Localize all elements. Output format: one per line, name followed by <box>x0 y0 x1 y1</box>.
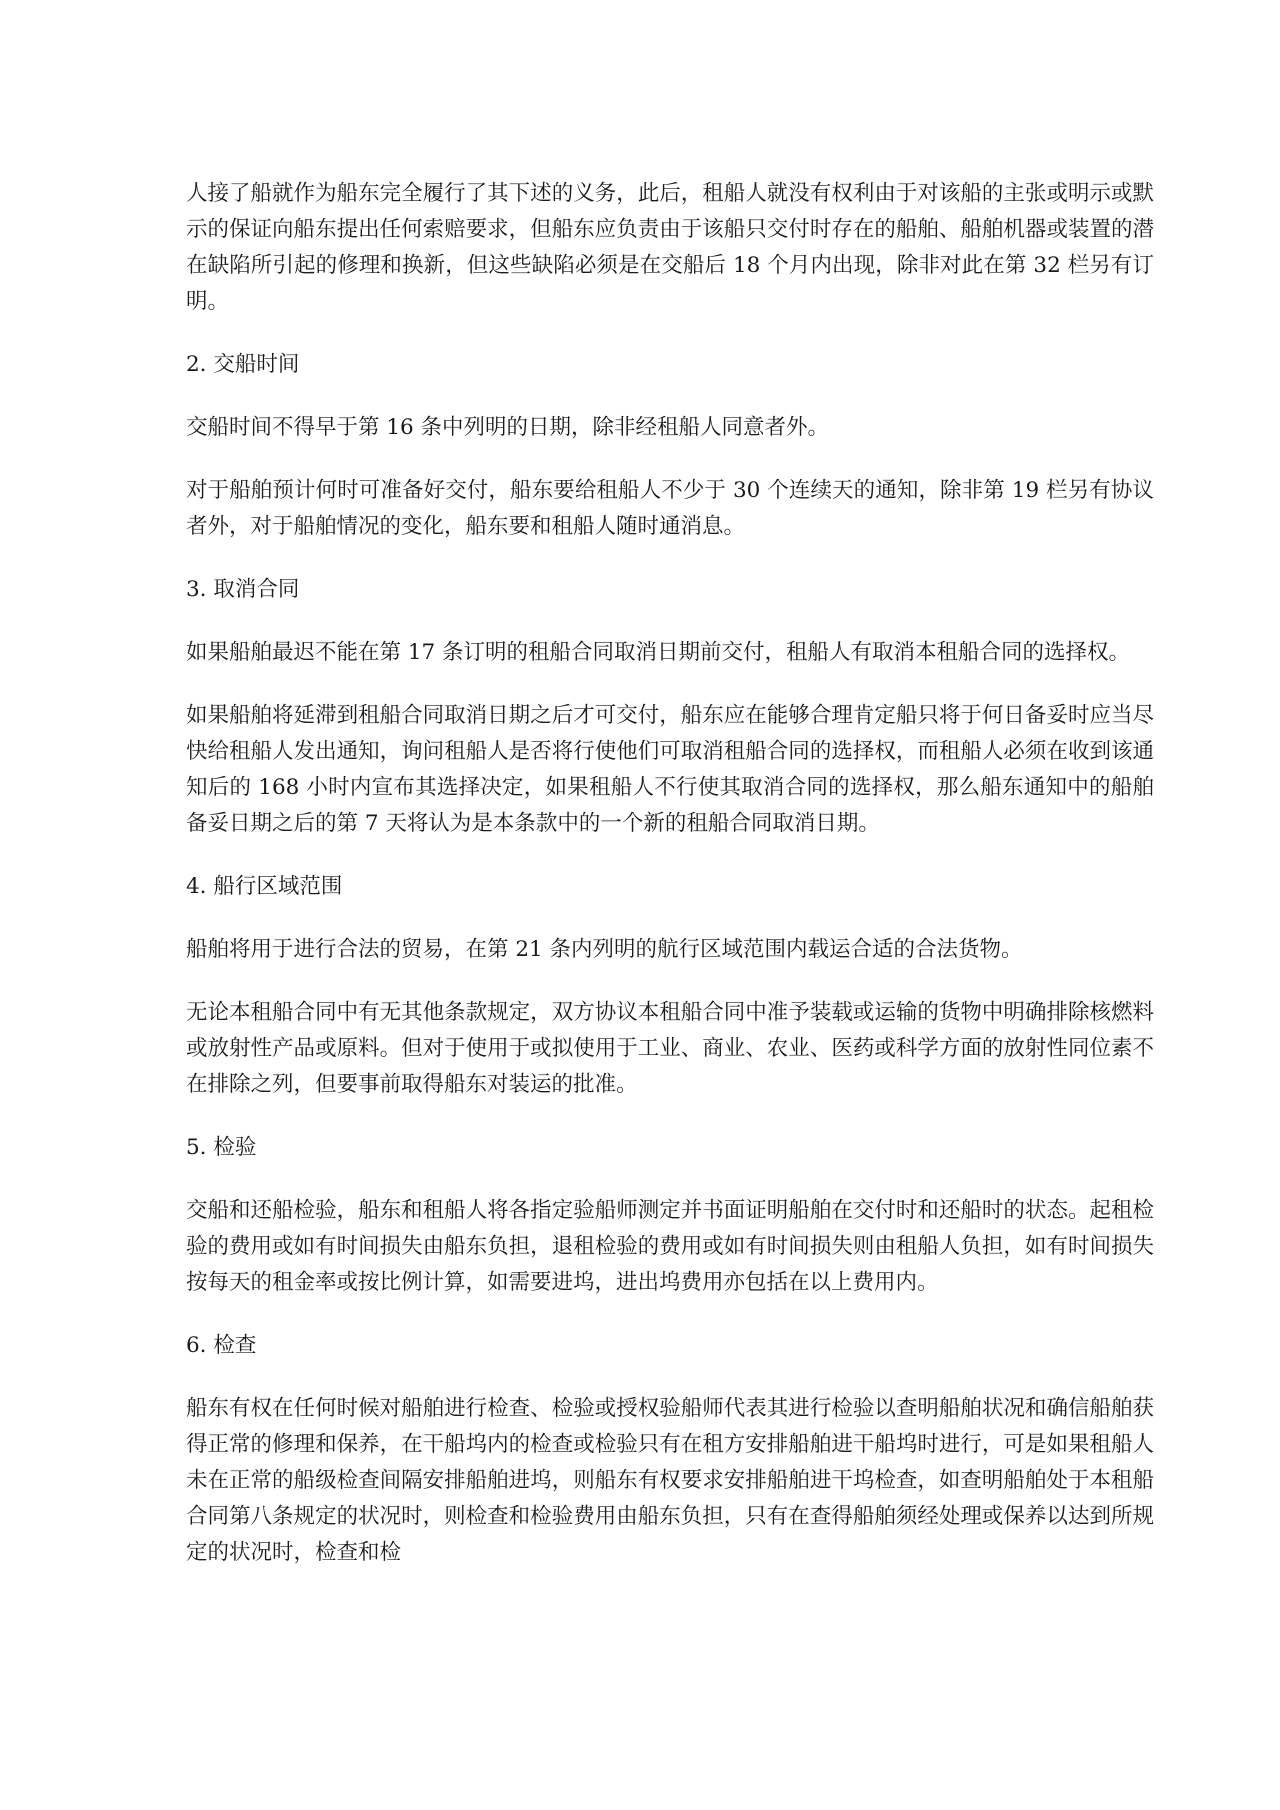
paragraph-clause-4-a: 船舶将用于进行合法的贸易，在第 21 条内列明的航行区域范围内载运合适的合法货物。 <box>186 937 1023 962</box>
paragraph-clause-6: 船东有权在任何时候对船舶进行检查、检验或授权验船师代表其进行检验以查明船舶状况和确信船舶获得正常的修理和保养，在干船坞内的检查或检验只有在租方安排船舶进干船坞时进行，可是如果租船人未在正常的船级检查间隔安排船舶进坞，则船东有权要求安排船舶进干坞检查，如查明船舶处于本租船合同第八条规定的状况时，则检查和检验费用由船东负担，只有在查得船舶须经处理或保养以达到所规定的状况时，检查和检 <box>186 1396 1154 1565</box>
paragraph-clause-2-b: 对于船舶预计何时可准备好交付，船东要给租船人不少于 30 个连续天的通知，除非第 19 栏另有协议者外，对于船舶情况的变化，船东要和租船人随时通消息。 <box>186 478 1154 539</box>
heading-clause-4: 4. 船行区域范围 <box>186 874 343 899</box>
paragraph-clause-3-b: 如果船舶将延滞到租船合同取消日期之后才可交付，船东应在能够合理肯定船只将于何日备妥时应当尽快给租船人发出通知，询问租船人是否将行使他们可取消租船合同的选择权，而租船人必须在收到该通知后的 168 小时内宣布其选择决定，如果租船人不行使其取消合同的选择权，那么船东通知中的船舶备妥日期之后的第 7 天将认为是本条款中的一个新的租船合同取消日期。 <box>186 703 1154 836</box>
heading-clause-2: 2. 交船时间 <box>186 352 300 377</box>
heading-clause-6: 6. 检查 <box>186 1333 257 1358</box>
paragraph-clause-2-a: 交船时间不得早于第 16 条中列明的日期，除非经租船人同意者外。 <box>186 415 830 440</box>
heading-clause-5: 5. 检验 <box>186 1135 257 1160</box>
document-body <box>186 176 1154 1598</box>
paragraph-clause-3-a: 如果船舶最迟不能在第 17 条订明的租船合同取消日期前交付，租船人有取消本租船合同的选择权。 <box>186 640 1131 665</box>
paragraph-clause-1-continuation: 人接了船就作为船东完全履行了其下述的义务，此后，租船人就没有权利由于对该船的主张或明示或默示的保证向船东提出任何索赔要求，但船东应负责由于该船只交付时存在的船舶、船舶机器或装置的潜在缺陷所引起的修理和换新，但这些缺陷必须是在交船后 18 个月内出现，除非对此在第 32 栏另有订明。 <box>186 181 1154 314</box>
heading-clause-3: 3. 取消合同 <box>186 577 300 602</box>
paragraph-clause-4-b: 无论本租船合同中有无其他条款规定，双方协议本租船合同中准予装载或运输的货物中明确排除核燃料或放射性产品或原料。但对于使用于或拟使用于工业、商业、农业、医药或科学方面的放射性同位素不在排除之列，但要事前取得船东对装运的批准。 <box>186 1000 1154 1097</box>
paragraph-clause-5: 交船和还船检验，船东和租船人将各指定验船师测定并书面证明船舶在交付时和还船时的状态。起租检验的费用或如有时间损失由船东负担，退租检验的费用或如有时间损失则由租船人负担，如有时间损失按每天的租金率或按比例计算，如需要进坞，进出坞费用亦包括在以上费用内。 <box>186 1198 1154 1295</box>
